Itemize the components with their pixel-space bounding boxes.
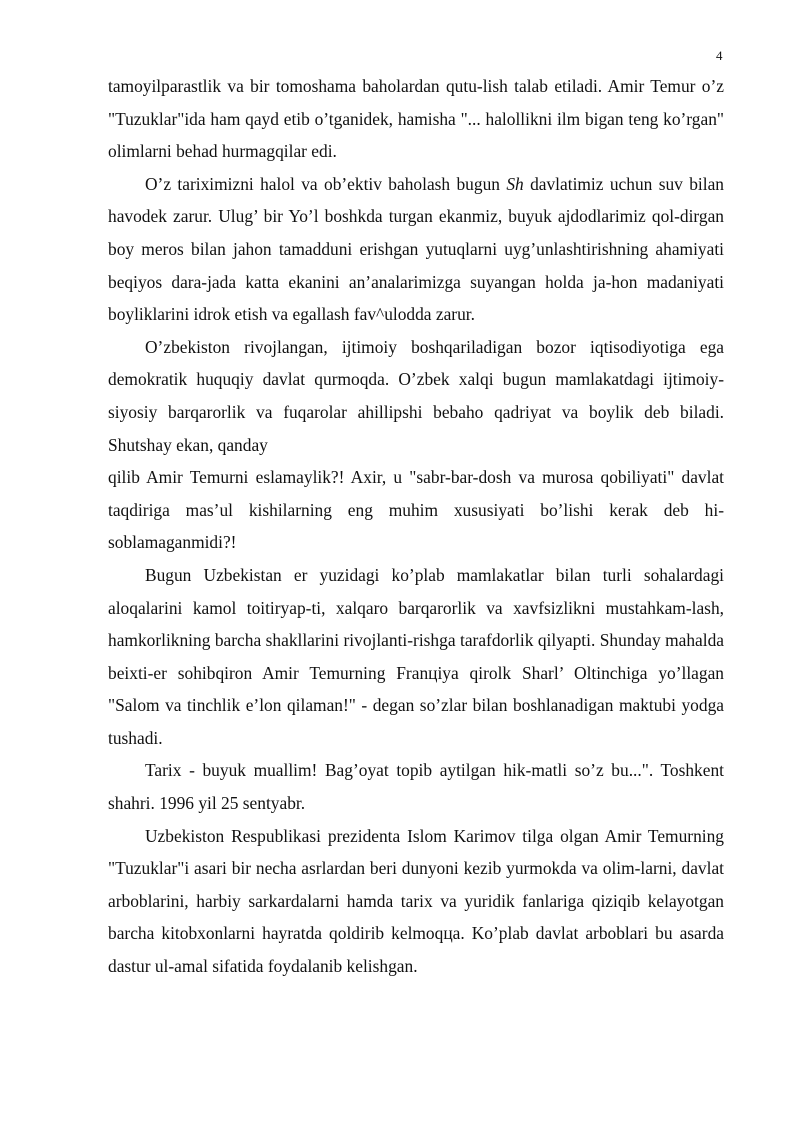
paragraph-2-text-end: davlatimiz uchun suv bilan havodek zarur. Ulug’ bir Yo’l boshkda turgan ekanmiz, buyuk ajdodlarimiz qol-dirgan boy meros bilan jahon tamadduni erishgan yutuqlarni uyg’unlashtirishning ahamiyati beqiyos dara-jada katta ekanini an’analarimizga suyangan holda ja-hon madaniyati boyliklarini idrok etish va egallash fav^ulodda zarur. (108, 173, 724, 325)
paragraph-1: tamoyilparastlik va bir tomoshama baholardan qutu-lish talab etiladi. Amir Temur o’z "Tuzuklar"ida ham qayd etib o’tganidek, hamisha "... halollikni ilm bigan teng ko’rgan" olimlarni behad hurmagqilar edi. (108, 76, 724, 162)
paragraph-7: Uzbekiston Respublikasi prezidenta Islom Karimov tilga olgan Amir Temurning "Tuzuklar"i asari bir necha asrlardan beri dunyoni kezib yurmokda va olim-larni, davlat arboblarini, harbiy sarkardalarni hamda tarix va yuridik fanlariga qiziqib kelayotgan barcha kitobxonlarni hayratda qoldirib kelmoqцa. Ko’plab davlat arboblari bu asarda dastur ul-amal sifatida foydalanib kelishgan. (108, 825, 724, 977)
paragraph-5: Bugun Uzbekistan er yuzidagi ko’plab mamlakatlar bilan turli sohalardagi aloqalarini kamol toitiryap-ti, xalqaro barqarorlik va xavfsizlikni mustahkam-lash, hamkorlikning barcha shakllarini rivojlanti-rishga tarafdorlik qilyapti. Shunday mahalda beixti-er sohibqiron Amir Temurning Franцiya qirolk Sharl’ Oltinchiga yo’llagan "Salom va tinchlik e’lon qilaman!" - degan so’zlar bilan boshlanadigan maktubi yodga tushadi. (108, 564, 724, 748)
paragraph-2-emphasis: Sh (506, 173, 524, 194)
paragraph-4: qilib Amir Temurni eslamaylik?! Axir, u "sabr-bar-dosh va murosa qobiliyati" davlat taqdiriga mas’ul kishilarning eng muhim xususiyati bo’lishi kerak deb hi-soblamaganmidi?! (108, 467, 724, 553)
paragraph-6: Tarix - buyuk muallim! Bag’oyat topib aytilgan hik-matli so’z bu...". Toshkent shahri. 1996 yil 25 sentyabr. (108, 760, 724, 814)
paragraph-2-text-start: O’z tariximizni halol va ob’ektiv baholash bugun (145, 173, 507, 194)
page-number: 4 (716, 48, 723, 63)
paragraph-2 (108, 168, 724, 331)
document-body (108, 70, 724, 983)
paragraph-3: O’zbekiston rivojlangan, ijtimoiy boshqariladigan bozor iqtisodiyotiga ega demokratik huquqiy davlat qurmoqda. O’zbek xalqi bugun mamlakatdagi ijtimoiy-siyosiy barqarorlik va fuqarolar ahillipshi bebaho qadriyat va boylik deb biladi. Shutshay ekan, qanday (108, 336, 724, 455)
